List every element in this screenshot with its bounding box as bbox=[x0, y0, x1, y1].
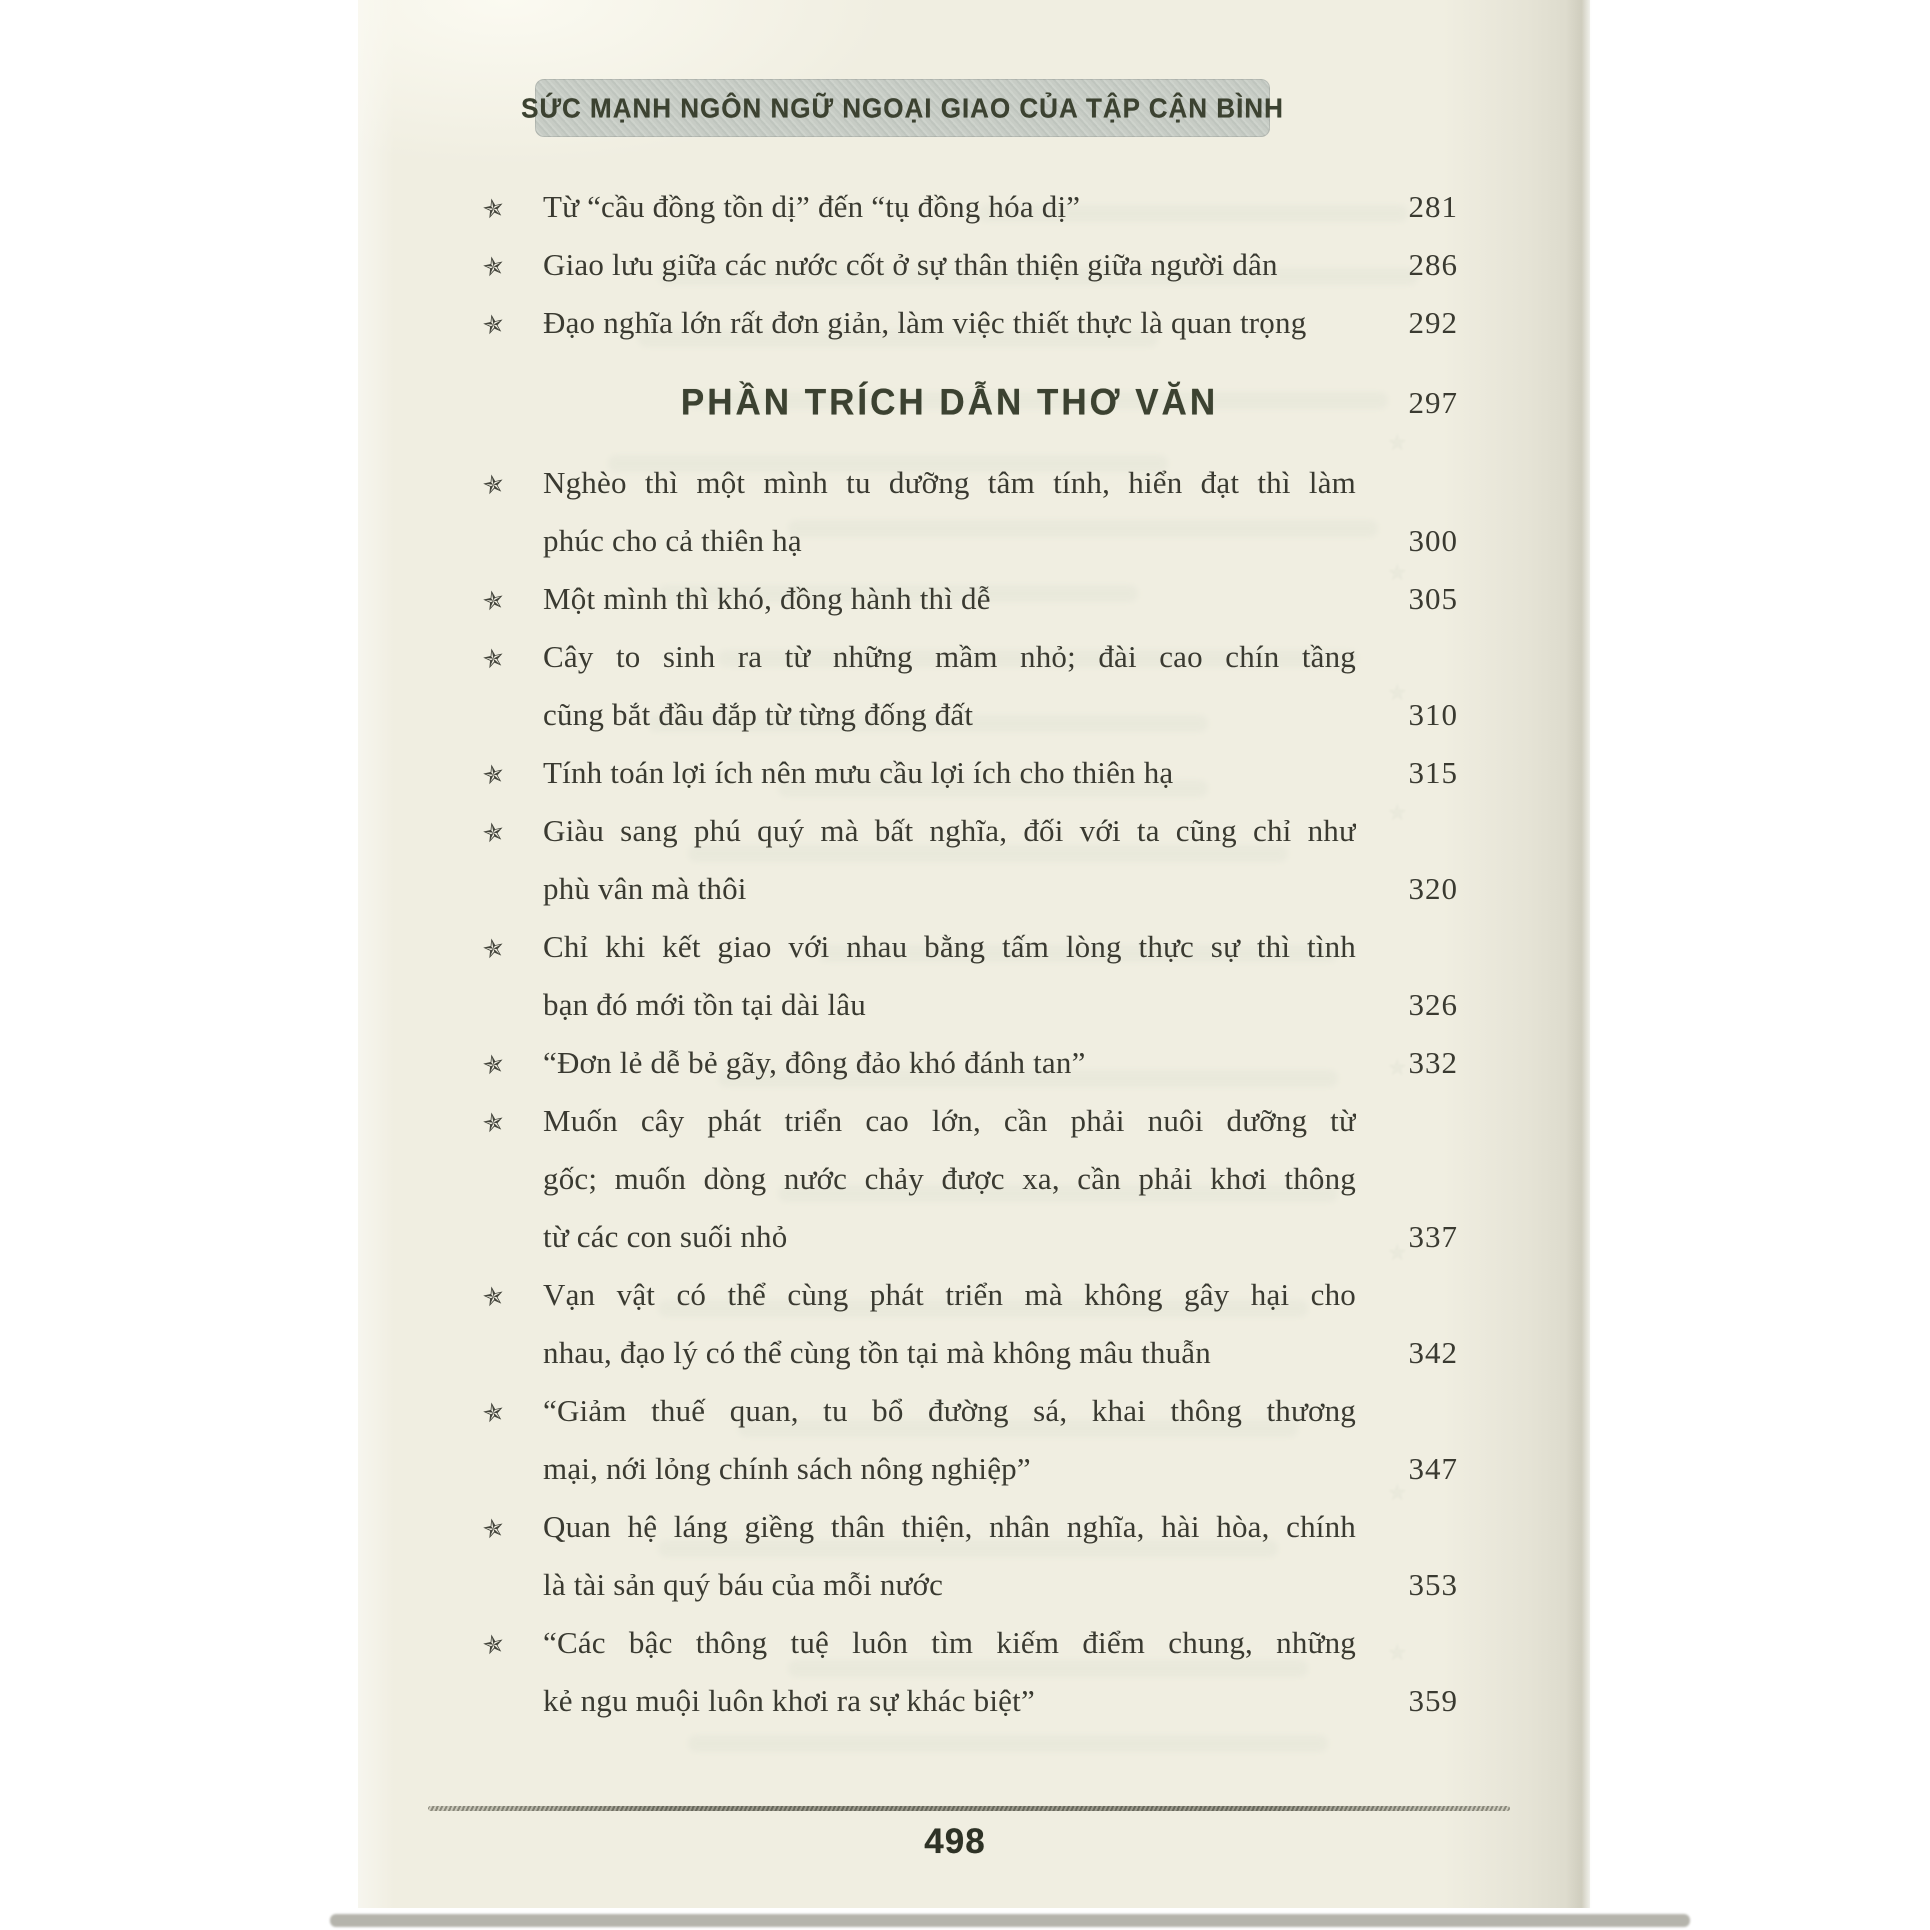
toc-page-number: 305 bbox=[1408, 581, 1458, 616]
toc-entry-lines bbox=[543, 628, 1356, 744]
page-right-edge-shadow bbox=[1566, 0, 1592, 1908]
toc-entry bbox=[480, 454, 1458, 570]
toc-entry-text: gốc; muốn dòng nước chảy được xa, cần phải khơi thông bbox=[543, 1161, 1356, 1196]
toc-page-number: 292 bbox=[1408, 305, 1458, 340]
toc-entry-lines bbox=[543, 178, 1356, 236]
toc-entry bbox=[480, 570, 1458, 628]
toc-entry-lines bbox=[543, 454, 1356, 570]
toc-page-number: 337 bbox=[1408, 1219, 1458, 1254]
toc-page-number: 300 bbox=[1408, 523, 1458, 558]
toc-entry-text: Vạn vật có thể cùng phát triển mà không gây hại cho bbox=[543, 1277, 1356, 1312]
toc-entry-text: “Các bậc thông tuệ luôn tìm kiếm điểm chung, những bbox=[543, 1625, 1356, 1660]
toc-entry-text: mại, nới lỏng chính sách nông nghiệp” bbox=[543, 1451, 1031, 1486]
toc-section-heading-row bbox=[483, 374, 1458, 432]
page-number: 498 bbox=[924, 1822, 986, 1861]
star-bullet-icon: ✯ bbox=[480, 469, 507, 501]
toc-entry-lines bbox=[543, 570, 1356, 628]
star-bullet-icon: ✯ bbox=[480, 1629, 507, 1661]
toc-entry-text: Nghèo thì một mình tu dưỡng tâm tính, hiển đạt thì làm bbox=[543, 465, 1356, 500]
toc-entry-text: “Giảm thuế quan, tu bổ đường sá, khai thông thương bbox=[543, 1393, 1356, 1428]
toc-entry-lines bbox=[543, 1614, 1356, 1730]
toc-entry-text: Từ “cầu đồng tồn dị” đến “tụ đồng hóa dị” bbox=[543, 189, 1081, 224]
toc-entry-text: Tính toán lợi ích nên mưu cầu lợi ích cho thiên hạ bbox=[543, 755, 1174, 790]
toc-page-number: 286 bbox=[1408, 247, 1458, 282]
toc-page-number: 281 bbox=[1408, 189, 1458, 224]
star-bullet-icon: ✯ bbox=[480, 817, 507, 849]
toc-entry-lines bbox=[543, 294, 1356, 352]
toc-entry-text: phúc cho cả thiên hạ bbox=[543, 523, 802, 558]
table-of-contents bbox=[480, 178, 1458, 1730]
toc-entry bbox=[480, 1034, 1458, 1092]
toc-entry-text: “Đơn lẻ dễ bẻ gãy, đông đảo khó đánh tan” bbox=[543, 1045, 1086, 1080]
toc-entry-text: Cây to sinh ra từ những mầm nhỏ; đài cao chín tầng bbox=[543, 639, 1356, 674]
toc-entry bbox=[480, 178, 1458, 236]
toc-entry bbox=[480, 1092, 1458, 1266]
toc-entry bbox=[480, 294, 1458, 352]
toc-page-number: 326 bbox=[1408, 987, 1458, 1022]
toc-entry-text: kẻ ngu muội luôn khơi ra sự khác biệt” bbox=[543, 1683, 1035, 1718]
toc-entry-lines bbox=[543, 918, 1356, 1034]
star-bullet-icon: ✯ bbox=[480, 1107, 507, 1139]
star-bullet-icon: ✯ bbox=[480, 1397, 507, 1429]
star-bullet-icon: ✯ bbox=[480, 759, 507, 791]
toc-entry bbox=[480, 1382, 1458, 1498]
star-bullet-icon: ✯ bbox=[480, 1513, 507, 1545]
toc-entry-lines bbox=[543, 374, 1356, 432]
star-bullet-icon: ✯ bbox=[480, 585, 507, 617]
toc-entry bbox=[480, 744, 1458, 802]
toc-entry-text: Muốn cây phát triển cao lớn, cần phải nuôi dưỡng từ bbox=[543, 1103, 1356, 1138]
star-bullet-icon: ✯ bbox=[480, 933, 507, 965]
toc-entry bbox=[480, 1266, 1458, 1382]
toc-entry-text: Giao lưu giữa các nước cốt ở sự thân thiện giữa người dân bbox=[543, 247, 1278, 282]
toc-entry-text: Quan hệ láng giềng thân thiện, nhân nghĩa, hài hòa, chính bbox=[543, 1509, 1356, 1544]
bleed-through-layer: ✯ ✯ ✯ ✯ ✯ ✯ ✯ ✯ bbox=[358, 0, 1590, 1908]
toc-page-number: 297 bbox=[1408, 385, 1458, 420]
toc-entry-text: bạn đó mới tồn tại dài lâu bbox=[543, 987, 866, 1022]
toc-entry bbox=[480, 918, 1458, 1034]
toc-entry-lines bbox=[543, 802, 1356, 918]
star-bullet-icon: ✯ bbox=[480, 251, 507, 283]
toc-entry-text: Chỉ khi kết giao với nhau bằng tấm lòng thực sự thì tình bbox=[543, 929, 1356, 964]
toc-entry-lines bbox=[543, 744, 1356, 802]
section-heading-text: PHẦN TRÍCH DẪN THƠ VĂN bbox=[680, 382, 1219, 423]
book-page bbox=[358, 0, 1590, 1908]
toc-entry bbox=[480, 628, 1458, 744]
toc-page-number: 342 bbox=[1408, 1335, 1458, 1370]
toc-page-number: 332 bbox=[1408, 1045, 1458, 1080]
toc-entry-text: là tài sản quý báu của mỗi nước bbox=[543, 1567, 944, 1602]
page-bottom-edge-shadow bbox=[330, 1914, 1690, 1927]
toc-entry bbox=[480, 802, 1458, 918]
toc-entry-lines bbox=[543, 1266, 1356, 1382]
toc-entry bbox=[480, 1498, 1458, 1614]
toc-page-number: 347 bbox=[1408, 1451, 1458, 1486]
running-header bbox=[521, 79, 1284, 137]
toc-entry-lines bbox=[543, 1092, 1356, 1266]
star-bullet-icon: ✯ bbox=[480, 309, 507, 341]
toc-page-number: 310 bbox=[1408, 697, 1458, 732]
star-bullet-icon: ✯ bbox=[480, 1281, 507, 1313]
running-header-title: SỨC MẠNH NGÔN NGỮ NGOẠI GIAO CỦA TẬP CẬN BÌNH bbox=[521, 91, 1284, 124]
toc-page-number: 320 bbox=[1408, 871, 1458, 906]
toc-entry-text: Đạo nghĩa lớn rất đơn giản, làm việc thiết thực là quan trọng bbox=[543, 305, 1307, 340]
toc-entry-text: cũng bắt đầu đắp từ từng đống đất bbox=[543, 697, 974, 732]
footer-divider bbox=[428, 1806, 1510, 1811]
star-bullet-icon: ✯ bbox=[480, 1049, 507, 1081]
toc-entry-text: Giàu sang phú quý mà bất nghĩa, đối với ta cũng chỉ như bbox=[543, 813, 1356, 848]
toc-entry-text: Một mình thì khó, đồng hành thì dễ bbox=[543, 581, 991, 616]
toc-entry bbox=[480, 1614, 1458, 1730]
toc-entry-lines bbox=[543, 1382, 1356, 1498]
toc-entry-lines bbox=[543, 236, 1356, 294]
toc-entry-lines bbox=[543, 1498, 1356, 1614]
toc-page-number: 353 bbox=[1408, 1567, 1458, 1602]
toc-page-number: 315 bbox=[1408, 755, 1458, 790]
toc-entry-lines bbox=[543, 1034, 1356, 1092]
toc-entry-text: nhau, đạo lý có thể cùng tồn tại mà không mâu thuẫn bbox=[543, 1335, 1211, 1370]
star-bullet-icon: ✯ bbox=[480, 193, 507, 225]
toc-entry-text: từ các con suối nhỏ bbox=[543, 1219, 788, 1254]
toc-entry-text: phù vân mà thôi bbox=[543, 871, 747, 906]
star-bullet-icon: ✯ bbox=[480, 643, 507, 675]
toc-entry bbox=[480, 236, 1458, 294]
toc-page-number: 359 bbox=[1408, 1683, 1458, 1718]
